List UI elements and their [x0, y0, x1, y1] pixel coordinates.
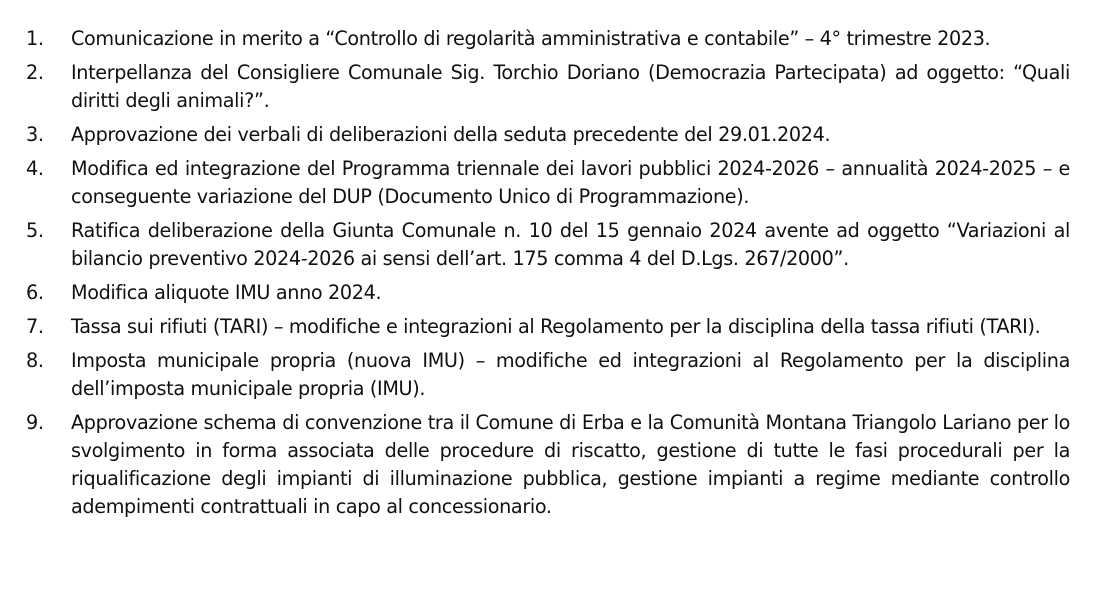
agenda-item-text: Tassa sui rifiuti (TARI) – modifiche e integrazioni al Regolamento per la disciplina della tassa rifiuti (TARI).: [71, 315, 1041, 338]
agenda-item-number: 1.: [26, 27, 44, 50]
agenda-item-3: [26, 121, 1070, 149]
agenda-item-text: Interpellanza del Consigliere Comunale Sig. Torchio Doriano (Democrazia Partecipata) ad oggetto: “Quali diritti degli animali?”.: [71, 61, 1070, 112]
agenda-item-number: 2.: [26, 61, 44, 84]
agenda-item-8: [26, 347, 1070, 403]
agenda-item-5: [26, 217, 1070, 273]
agenda-item-text: Imposta municipale propria (nuova IMU) – modifiche ed integrazioni al Regolamento per la disciplina dell’imposta municipale propria (IMU).: [71, 349, 1070, 400]
agenda-item-number: 5.: [26, 219, 44, 242]
agenda-item-2: [26, 59, 1070, 115]
agenda-item-number: 3.: [26, 123, 44, 146]
agenda-item-4: [26, 155, 1070, 211]
agenda-item-1: [26, 25, 1070, 53]
agenda-item-number: 9.: [26, 411, 44, 434]
agenda-item-number: 8.: [26, 349, 44, 372]
agenda-item-text: Modifica aliquote IMU anno 2024.: [71, 281, 382, 304]
agenda-item-text: Approvazione schema di convenzione tra il Comune di Erba e la Comunità Montana Triangolo Lariano per lo svolgimento in forma associata delle procedure di riscatto, gestione di tutte le fasi procedurali per la riqualificazione degli impianti di illuminazione pubblica, gestione impianti a regime mediante controllo adempimenti contrattuali in capo al concessionario.: [71, 411, 1070, 518]
agenda-item-number: 7.: [26, 315, 44, 338]
agenda-item-text: Comunicazione in merito a “Controllo di regolarità amministrativa e contabile” – 4° trimestre 2023.: [71, 27, 991, 50]
agenda-list: [26, 25, 1070, 527]
agenda-item-6: [26, 279, 1070, 307]
agenda-item-text: Ratifica deliberazione della Giunta Comunale n. 10 del 15 gennaio 2024 avente ad oggetto “Variazioni al bilancio preventivo 2024-2026 ai sensi dell’art. 175 comma 4 del D.Lgs. 267/2000”.: [71, 219, 1070, 270]
agenda-item-number: 4.: [26, 157, 44, 180]
agenda-item-9: [26, 409, 1070, 521]
agenda-item-text: Approvazione dei verbali di deliberazioni della seduta precedente del 29.01.2024.: [71, 123, 831, 146]
agenda-item-number: 6.: [26, 281, 44, 304]
agenda-item-text: Modifica ed integrazione del Programma triennale dei lavori pubblici 2024-2026 – annualità 2024-2025 – e conseguente variazione del DUP (Documento Unico di Programmazione).: [71, 157, 1070, 208]
agenda-item-7: [26, 313, 1070, 341]
